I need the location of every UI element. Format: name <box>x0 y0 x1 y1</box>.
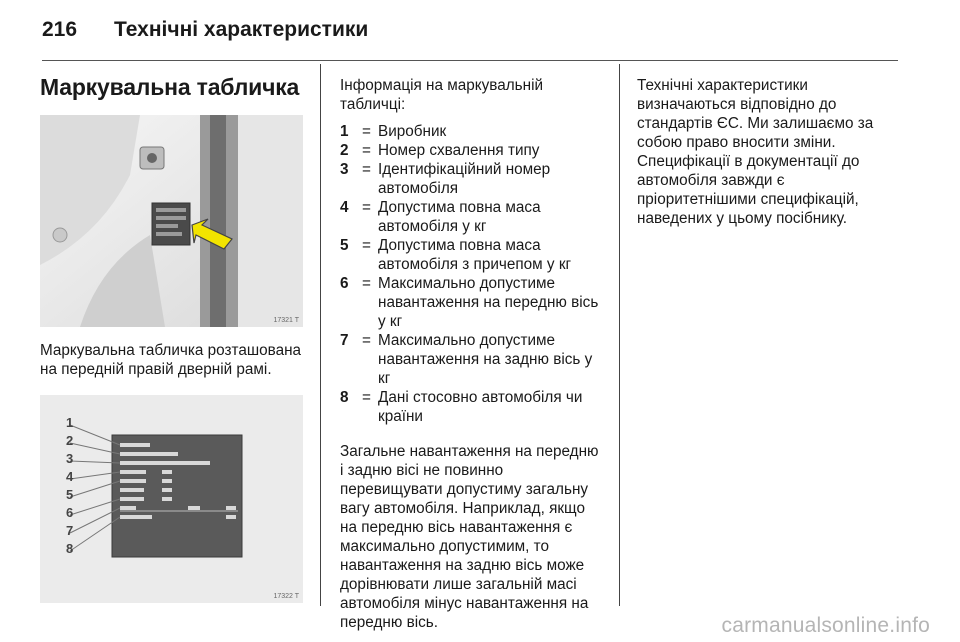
plate-info-list <box>340 122 605 426</box>
section-title: Маркувальна табличка <box>40 74 300 100</box>
door-frame-illustration <box>40 115 303 327</box>
item-text: Допустима повна маса автомобіля з причепом у кг <box>378 237 572 273</box>
item-number: 1 <box>340 123 349 140</box>
equals-sign: = <box>362 237 371 254</box>
callout-3: 3 <box>66 451 74 466</box>
column-1 <box>40 66 302 603</box>
list-item <box>340 388 605 426</box>
plate-info-intro: Інформація на маркувальній табличці: <box>340 77 544 113</box>
photo-code: 17322 T <box>273 593 299 600</box>
item-number: 8 <box>340 389 349 406</box>
column-divider-1 <box>320 64 321 606</box>
callout-6: 6 <box>66 505 74 520</box>
callout-2: 2 <box>66 433 74 448</box>
item-text: Допустима повна маса автомобіля у кг <box>378 199 541 235</box>
header-title: Технічні характеристики <box>114 18 369 41</box>
equals-sign: = <box>362 199 371 216</box>
list-item <box>340 141 605 160</box>
item-number: 2 <box>340 142 349 159</box>
callout-8: 8 <box>66 541 74 556</box>
callout-7: 7 <box>66 523 74 538</box>
item-number: 6 <box>340 275 349 292</box>
photo-code: 17321 T <box>273 317 299 324</box>
plate-location-caption: Маркувальна табличка розташована на передній правій дверній рамі. <box>40 342 302 378</box>
item-number: 3 <box>340 161 349 178</box>
item-text: Дані стосовно автомобіля чи країни <box>378 389 583 425</box>
plate-photo <box>40 395 303 603</box>
equals-sign: = <box>362 142 371 159</box>
item-text: Максимально допустиме навантаження на задню вісь у кг <box>378 332 593 387</box>
watermark: carmanualsonline.info <box>721 614 930 637</box>
equals-sign: = <box>362 123 371 140</box>
axle-load-paragraph: Загальне навантаження на передню і задню вісі не повинно перевищувати допустиму загальну вагу автомобіля. Наприклад, якщо на передню вісь навантаження є максимально допустимим, то навантаження на задню вісь може дорівнювати лише загальній масі автомобіля мінус навантаження на передню вісь. <box>340 443 599 631</box>
list-item <box>340 236 605 274</box>
equals-sign: = <box>362 332 371 349</box>
list-item <box>340 331 605 388</box>
equals-sign: = <box>362 389 371 406</box>
list-item <box>340 122 605 141</box>
callout-5: 5 <box>66 487 74 502</box>
item-number: 5 <box>340 237 349 254</box>
item-text: Номер схвалення типу <box>378 142 540 159</box>
page-header <box>42 18 368 48</box>
specs-paragraph: Технічні характеристики визначаються відповідно до стандартів ЄС. Ми залишаємо за собою право вносити зміни. Специфікації в документації до автомобіля завжди є пріоритетнішими специфікацій, наведених у цьому посібнику. <box>637 77 874 227</box>
equals-sign: = <box>362 275 371 292</box>
item-number: 7 <box>340 332 349 349</box>
list-item <box>340 198 605 236</box>
item-text: Ідентифікаційний номер автомобіля <box>378 161 551 197</box>
column-divider-2 <box>619 64 620 606</box>
column-2 <box>340 66 605 632</box>
item-text: Виробник <box>378 123 447 140</box>
equals-sign: = <box>362 161 371 178</box>
door-frame-photo <box>40 115 303 327</box>
plate-callouts <box>66 415 86 559</box>
callout-4: 4 <box>66 469 74 484</box>
callout-1: 1 <box>66 415 74 430</box>
column-3 <box>637 66 899 228</box>
item-number: 4 <box>340 199 349 216</box>
list-item <box>340 160 605 198</box>
page-number: 216 <box>42 18 78 41</box>
list-item <box>340 274 605 331</box>
header-rule <box>42 60 898 61</box>
item-text: Максимально допустиме навантаження на передню вісь у кг <box>378 275 599 330</box>
